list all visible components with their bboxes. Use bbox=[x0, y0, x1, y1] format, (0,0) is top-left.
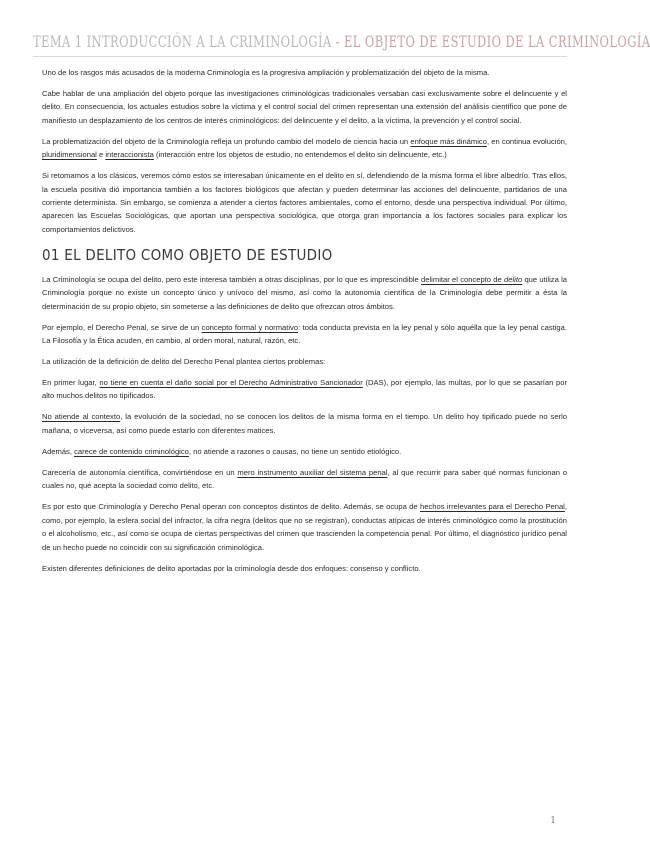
text-run: Además, bbox=[42, 446, 75, 456]
underlined-term: no tiene en cuenta el daño social por el Derecho Administrativo Sancionador bbox=[99, 378, 363, 388]
paragraph-11 bbox=[42, 466, 567, 493]
text-run: (DAS), por ejemplo, las multas, por lo que se pasarían por alto muchos delitos no tipificados. bbox=[42, 378, 567, 401]
header-rule bbox=[33, 56, 567, 57]
document-body bbox=[42, 66, 567, 583]
underlined-term: carece de contenido criminológico bbox=[74, 446, 189, 456]
header-separator: - bbox=[331, 32, 345, 51]
running-header bbox=[33, 32, 650, 51]
text-run: La problematización del objeto de la Criminología refleja un profundo cambio del modelo de ciencia hacia un bbox=[42, 136, 411, 146]
text-run: La Criminología se ocupa del delito, pero este interesa también a otras disciplinas, por lo que es imprescindible bbox=[42, 274, 422, 284]
header-subtopic: EL OBJETO DE ESTUDIO DE LA CRIMINOLOGÍA bbox=[344, 32, 650, 51]
text-run: , como, por ejemplo, la esfera social del infractor, la cifra negra (delitos que no se registran), conductas atípicas de interés criminológico como la prostitución o el alcoholismo, etc., así como se ocupa de ciertas perspectivas del crimen que trascienden la competencia penal. Por último, el diagnóstico jurídico penal de un hecho puede no coincidir con su significación criminológica. bbox=[42, 502, 567, 552]
underlined-term: enfoque más dinámico bbox=[410, 136, 487, 146]
text-run: : toda conducta prevista en la ley penal y sólo aquélla que la ley penal castiga. La Filosofía y la Ética acuden, en cambio, al orden moral, natural, razón, etc. bbox=[42, 322, 567, 346]
underlined-term: mero instrumento auxiliar del sistema penal bbox=[237, 467, 388, 477]
underlined-term: hechos irrelevantes para el Derecho Penal bbox=[420, 502, 565, 512]
paragraph-4: Si retomamos a los clásicos, veremos cómo estos se interesaban únicamente en el delito en sí, defendiendo de la misma forma el libre albedrío. Tras ellos, la escuela positiva dió importancia también a los factores biológicos que afectan y pueden determinar las acciones del delincuente, partidarios de una corriente determinista. Sin embargo, se comienza a atender a ciertos factores ambientales, como el entorno, desde una perspectiva individual. Por último, aparecen las Escuelas Sociológicas, que aportan una perspectiva sociológica, que otorga gran importancia a los factores sociales para explicar los comportamientos delictivos. bbox=[42, 171, 567, 234]
underlined-term: pluridimensional bbox=[42, 150, 97, 160]
paragraph-9 bbox=[42, 410, 567, 437]
paragraph-2: Cabe hablar de una ampliación del objeto porque las investigaciones criminológicas tradicionales versaban casi exclusivamente sobre el delincuente y el delito. En consecuencia, los actuales estudios sobre la víctima y el control social del crimen representan una extensión del análisis científico que pone de manifiesto un desplazamiento de los centros de interés criminológicos: del delincuente y el delito, a la víctima, la prevención y el control social. bbox=[42, 89, 567, 125]
text-run: (interacción entre los objetos de estudio, no entendemos el delito sin delincuente, etc.) bbox=[153, 150, 447, 160]
underlined-term-italic: delito bbox=[504, 274, 523, 284]
paragraph-1: Uno de los rasgos más acusados de la moderna Criminología es la progresiva ampliación y problematización del objeto de la misma. bbox=[42, 68, 490, 77]
text-run: Por ejemplo, el Derecho Penal, se sirve de un bbox=[42, 322, 202, 332]
text-run: que utiliza la Criminología porque no existe un concepto único y unívoco del mismo, así como la autonomía científica de la Criminología debe permitir a ésta la determinación de su propio objeto, sin someterse a las definiciones de delito que ofrezcan otros ámbitos. bbox=[42, 274, 567, 311]
underlined-term: interaccionista bbox=[105, 150, 154, 160]
text-run: En primer lugar, bbox=[42, 378, 100, 388]
paragraph-5 bbox=[42, 273, 567, 313]
paragraph-3 bbox=[42, 135, 567, 162]
page-number: 1 bbox=[550, 816, 556, 826]
text-run: , al que recurrir para saber qué normas funcionan o cuales no, qué acepta la sociedad como delito, etc. bbox=[42, 467, 567, 491]
section-title: 01 EL DELITO COMO OBJETO DE ESTUDIO bbox=[42, 245, 333, 264]
paragraph-8 bbox=[42, 376, 567, 403]
paragraph-6 bbox=[42, 321, 567, 348]
paragraph-10 bbox=[42, 445, 567, 458]
text-run: , la evolución de la sociedad, no se conocen los delitos de la misma forma en el tiempo. Un delito hoy tipificado puede no serlo mañana, o viceversa, así como puede estarlo con diferentes matices. bbox=[42, 412, 567, 435]
underlined-term: delimitar el concepto de bbox=[421, 274, 505, 284]
underlined-term: concepto formal y normativo bbox=[201, 322, 299, 332]
text-run: Es por esto que Criminología y Derecho Penal operan con conceptos distintos de delito. Además, se ocupa de bbox=[42, 502, 420, 512]
paragraph-12 bbox=[42, 500, 567, 554]
header-topic: TEMA 1 INTRODUCCIÓN A LA CRIMINOLOGÍA bbox=[33, 32, 332, 51]
text-run: , no atiende a razones o causas, no tiene un sentido etiológico. bbox=[188, 446, 402, 456]
text-run: , en continua evolución, bbox=[486, 136, 568, 146]
underlined-term: No atiende al contexto bbox=[42, 412, 121, 422]
text-run: e bbox=[96, 150, 106, 160]
paragraph-13: Existen diferentes definiciones de delito aportadas por la criminología desde dos enfoques: consenso y conflicto. bbox=[42, 563, 421, 573]
text-run: Carecería de autonomía científica, convirtiéndose en un bbox=[42, 467, 238, 477]
paragraph-7: La utilización de la definición de delito del Derecho Penal plantea ciertos problemas: bbox=[42, 357, 326, 367]
